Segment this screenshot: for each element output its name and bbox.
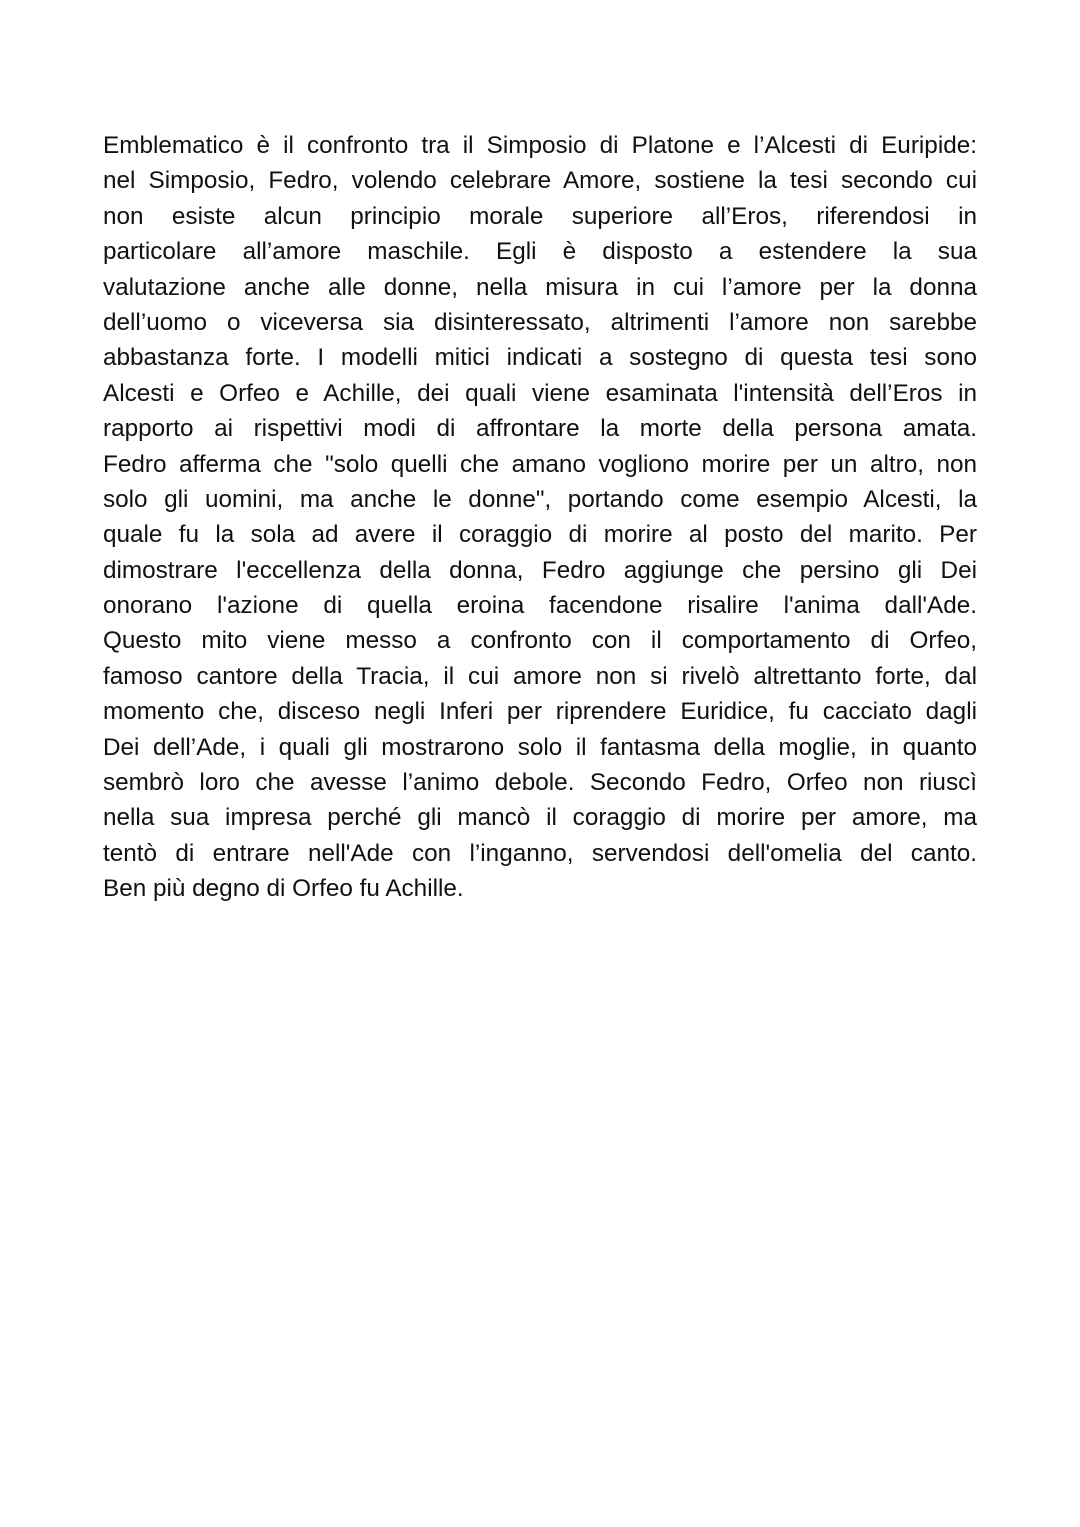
paragraph-line-2: nel Simposio, Fedro, volendo celebrare Amore, sostiene la tesi secondo cui xyxy=(103,167,977,195)
paragraph-line-11: solo gli uomini, ma anche le donne", portando come esempio Alcesti, la xyxy=(103,485,977,513)
paragraph-line-21: tentò di entrare nell'Ade con l’inganno, servendosi dell'omelia del canto. xyxy=(103,839,977,867)
paragraph-line-5: valutazione anche alle donne, nella misura in cui l’amore per la donna xyxy=(103,273,977,301)
paragraph-line-19: sembrò loro che avesse l’animo debole. Secondo Fedro, Orfeo non riuscì xyxy=(103,769,977,797)
paragraph-line-8: Alcesti e Orfeo e Achille, dei quali viene esaminata l'intensità dell’Eros in xyxy=(103,379,977,407)
paragraph-line-14: onorano l'azione di quella eroina facendone risalire l'anima dall'Ade. xyxy=(103,592,977,620)
paragraph-line-17: momento che, disceso negli Inferi per riprendere Euridice, fu cacciato dagli xyxy=(103,698,977,726)
paragraph-line-3: non esiste alcun principio morale superiore all’Eros, riferendosi in xyxy=(103,202,977,230)
paragraph-line-7: abbastanza forte. I modelli mitici indicati a sostegno di questa tesi sono xyxy=(103,344,977,372)
body-paragraph xyxy=(103,128,977,907)
paragraph-line-20: nella sua impresa perché gli mancò il coraggio di morire per amore, ma xyxy=(103,804,977,832)
paragraph-line-10: Fedro afferma che "solo quelli che amano vogliono morire per un altro, non xyxy=(103,450,977,478)
paragraph-line-13: dimostrare l'eccellenza della donna, Fedro aggiunge che persino gli Dei xyxy=(103,556,977,584)
paragraph-line-9: rapporto ai rispettivi modi di affrontare la morte della persona amata. xyxy=(103,415,977,443)
paragraph-line-4: particolare all’amore maschile. Egli è disposto a estendere la sua xyxy=(103,238,977,266)
paragraph-line-12: quale fu la sola ad avere il coraggio di morire al posto del marito. Per xyxy=(103,521,977,549)
paragraph-line-16: famoso cantore della Tracia, il cui amore non si rivelò altrettanto forte, dal xyxy=(103,662,977,690)
paragraph-line-18: Dei dell’Ade, i quali gli mostrarono solo il fantasma della moglie, in quanto xyxy=(103,733,977,761)
paragraph-line-6: dell’uomo o viceversa sia disinteressato, altrimenti l’amore non sarebbe xyxy=(103,308,977,336)
paragraph-line-22: Ben più degno di Orfeo fu Achille. xyxy=(103,875,464,903)
paragraph-line-15: Questo mito viene messo a confronto con il comportamento di Orfeo, xyxy=(103,627,977,655)
paragraph-line-1: Emblematico è il confronto tra il Simposio di Platone e l’Alcesti di Euripide: xyxy=(103,132,977,159)
